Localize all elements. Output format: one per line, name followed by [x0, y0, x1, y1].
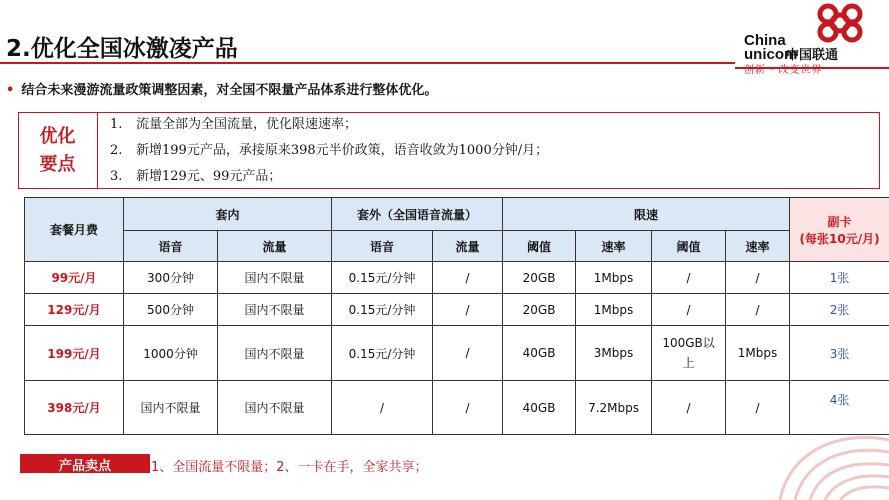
cell-cards: 3张: [790, 326, 889, 381]
cell-out-data: /: [433, 381, 503, 435]
china-unicom-logo: [744, 2, 884, 76]
table-row: [25, 294, 889, 326]
cell-rate-1: 7.2Mbps: [576, 381, 652, 435]
logo-chinese: 中国联通: [786, 48, 839, 63]
feature-item: [110, 142, 548, 168]
cell-threshold-1: 20GB: [503, 262, 576, 294]
cell-rate-1: 1Mbps: [576, 262, 652, 294]
cell-threshold-2: /: [652, 262, 726, 294]
cell-threshold-2: /: [652, 381, 726, 435]
cell-rate-2: /: [726, 381, 790, 435]
table-header-row: [25, 198, 889, 231]
cell-rate-2: 1Mbps: [726, 326, 790, 381]
cell-data: 国内不限量: [218, 381, 332, 435]
cell-out-data: /: [433, 326, 503, 381]
table-row: [25, 326, 889, 381]
table-subheader-row: [25, 231, 889, 262]
cell-out-data: /: [433, 294, 503, 326]
feature-item: [110, 116, 548, 142]
logo-en-line2: unicom: [744, 46, 798, 63]
feature-label: [18, 112, 98, 189]
plans-table: [24, 197, 889, 435]
logo-en-line1: China: [744, 32, 786, 49]
cell-threshold-2: /: [652, 294, 726, 326]
subheader-out-data: 流量: [433, 231, 503, 262]
selling-points-label: 产品卖点: [20, 454, 150, 473]
cell-out-voice: /: [332, 381, 433, 435]
cell-voice: 国内不限量: [124, 381, 218, 435]
subheader-out-voice: 语音: [332, 231, 433, 262]
cell-fee: 99元/月: [25, 262, 124, 294]
subheader-threshold: 阈值: [503, 231, 576, 262]
cell-out-voice: 0.15元/分钟: [332, 262, 433, 294]
summary-bullet: [6, 79, 437, 98]
feature-list: [110, 116, 548, 194]
cell-rate-1: 1Mbps: [576, 294, 652, 326]
header-fee: 套餐月费: [25, 198, 124, 262]
header-speed-limit: 限速: [503, 198, 790, 231]
feature-text: 新增199元产品，承接原来398元半价政策，语音收敛为1000分钟/月；: [136, 143, 549, 158]
feature-text: 流量全部为全国流量，优化限速速率；: [136, 117, 358, 132]
subheader-threshold-2: 阈值: [652, 231, 726, 262]
cell-data: 国内不限量: [218, 326, 332, 381]
cell-voice: 1000分钟: [124, 326, 218, 381]
subheader-data: 流量: [218, 231, 332, 262]
feature-label-line1: 优化: [39, 125, 76, 147]
cell-fee: 398元/月: [25, 381, 124, 435]
page-title: 2.优化全国冰激凌产品: [6, 36, 238, 62]
summary-text: 结合未来漫游流量政策调整因素，对全国不限量产品体系进行整体优化。: [21, 83, 438, 98]
selling-points-text: 1、全国流量不限量；2、一卡在手，全家共享；: [151, 460, 428, 475]
cell-data: 国内不限量: [218, 294, 332, 326]
cell-voice: 300分钟: [124, 262, 218, 294]
unicom-knot-icon: [806, 2, 874, 46]
cell-threshold-2: 100GB以上: [652, 326, 726, 381]
feature-num: 3.: [110, 169, 123, 184]
cell-threshold-1: 40GB: [503, 326, 576, 381]
bullet-dot-icon: •: [6, 83, 15, 98]
secondary-card-label: 副卡: [827, 214, 852, 229]
cell-cards: 1张: [790, 262, 889, 294]
cell-fee: 129元/月: [25, 294, 124, 326]
feature-label-line2: 要点: [39, 153, 76, 175]
cell-out-data: /: [433, 262, 503, 294]
feature-num: 1.: [110, 117, 123, 132]
header-outside: 套外（全国语音流量）: [332, 198, 503, 231]
title-divider: [0, 62, 735, 64]
header-inside: 套内: [124, 198, 332, 231]
decorative-swirl-icon: [760, 410, 889, 500]
secondary-card-price: (每张10元/月): [799, 231, 880, 246]
feature-item: [110, 168, 548, 194]
feature-num: 2.: [110, 143, 123, 158]
cell-rate-1: 3Mbps: [576, 326, 652, 381]
cell-rate-2: /: [726, 262, 790, 294]
cell-out-voice: 0.15元/分钟: [332, 326, 433, 381]
cell-rate-2: /: [726, 294, 790, 326]
subheader-voice: 语音: [124, 231, 218, 262]
cell-out-voice: 0.15元/分钟: [332, 294, 433, 326]
cell-cards: 4张: [790, 381, 889, 435]
table-row: [25, 262, 889, 294]
subheader-rate: 速率: [576, 231, 652, 262]
cell-threshold-1: 40GB: [503, 381, 576, 435]
cell-voice: 500分钟: [124, 294, 218, 326]
subheader-rate-2: 速率: [726, 231, 790, 262]
cell-threshold-1: 20GB: [503, 294, 576, 326]
header-secondary-card: [790, 198, 889, 262]
logo-slogan: 创新 · 改变世界: [744, 65, 823, 76]
feature-text: 新增129元、99元产品；: [136, 169, 282, 184]
cell-cards: 2张: [790, 294, 889, 326]
cell-data: 国内不限量: [218, 262, 332, 294]
cell-fee: 199元/月: [25, 326, 124, 381]
